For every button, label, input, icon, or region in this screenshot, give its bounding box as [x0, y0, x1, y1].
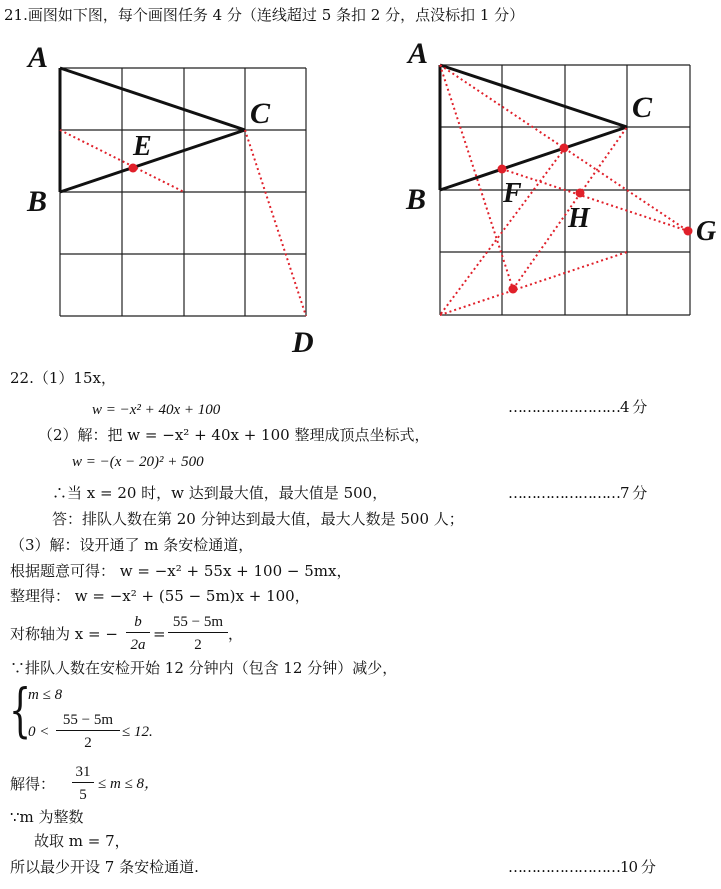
label-A2: A [408, 37, 429, 70]
point-G-dot [684, 227, 693, 236]
q22-axis-num2: 55 − 5m [172, 614, 224, 630]
q21-header: 21.画图如下图，每个画图任务 4 分（连线超过 5 条扣 2 分，点没标扣 1 分） [4, 6, 525, 24]
q22-system-bar [56, 730, 120, 731]
point-E-dot [129, 164, 138, 173]
q22-part3-line1: 根据题意可得： w = −x² + 55x + 100 − 5mx， [10, 562, 352, 580]
figure1-red-lines [60, 130, 306, 316]
label-D1: D [292, 326, 314, 359]
point-F-dot [498, 165, 507, 174]
q22-axis-bar2 [168, 632, 228, 633]
label-A1: A [28, 41, 49, 74]
q22-axis-den2: 2 [194, 637, 202, 653]
q22-axis-prefix: 对称轴为 x = − [10, 625, 118, 643]
q22-part2-head: （2）解：把 w = −x² + 40x + 100 整理成顶点坐标式， [38, 426, 430, 444]
q22-part1-head: 22.（1）15x， [10, 369, 116, 387]
label-E1: E [133, 131, 152, 162]
label-H2: H [568, 203, 590, 234]
q22-solve-num: 31 [75, 764, 91, 780]
q22-part3-line2: 整理得： w = −x² + (55 − 5m)x + 100， [10, 587, 310, 605]
q22-integer: ∵m 为整数 [10, 808, 84, 826]
q22-system-line2-prefix: 0 < [28, 724, 50, 740]
label-B2: B [406, 183, 427, 216]
q22-part3-head: （3）解：设开通了 m 条安检通道， [10, 536, 254, 554]
q22-final: 所以最少开设 7 条安检通道. [10, 858, 199, 876]
q22-axis-bar1 [126, 632, 150, 633]
q22-part2-when: ∴当 x = 20 时，w 达到最大值，最大值是 500， [52, 484, 388, 502]
q22-score-7: ……………………7 分 [508, 484, 647, 502]
q22-solve-den: 5 [79, 787, 87, 803]
q22-axis-den1: 2a [130, 637, 146, 653]
q22-part2-eq: w = −(x − 20)² + 500 [72, 454, 204, 470]
point-intersect-dot [560, 144, 569, 153]
q22-system-line2-suffix: ≤ 12. [122, 724, 153, 740]
q22-take: 故取 m = 7， [34, 832, 130, 850]
label-G2: G [696, 216, 717, 247]
q22-system-brace: { [9, 676, 32, 744]
q22-system-num: 55 − 5m [62, 712, 114, 728]
label-C2: C [632, 91, 653, 124]
q22-axis-equals: = [153, 625, 166, 643]
q22-solve-prefix: 解得： [10, 775, 56, 793]
q22-part3-because: ∵排队人数在安检开始 12 分钟内（包含 12 分钟）减少， [10, 659, 398, 677]
q22-solve-suffix: ≤ m ≤ 8， [98, 776, 160, 792]
label-B1: B [27, 185, 48, 218]
q22-score-4: ……………………4 分 [508, 398, 647, 416]
label-C1: C [250, 97, 271, 130]
point-H-dot [576, 189, 585, 198]
q22-part1-eq: w = −x² + 40x + 100 [92, 402, 221, 418]
q22-system-den: 2 [84, 735, 92, 751]
q22-axis-num1: b [134, 614, 142, 630]
q22-part2-answer: 答：排队人数在第 20 分钟达到最大值，最大人数是 500 人； [52, 510, 464, 528]
q22-score-10: ……………………10 分 [508, 858, 655, 876]
label-F2: F [503, 178, 522, 209]
q22-axis-suffix: ， [228, 625, 244, 643]
q22-system-line1: m ≤ 8 [28, 687, 63, 703]
q22-solve-bar [72, 782, 94, 783]
point-bottom-dot [509, 285, 518, 294]
